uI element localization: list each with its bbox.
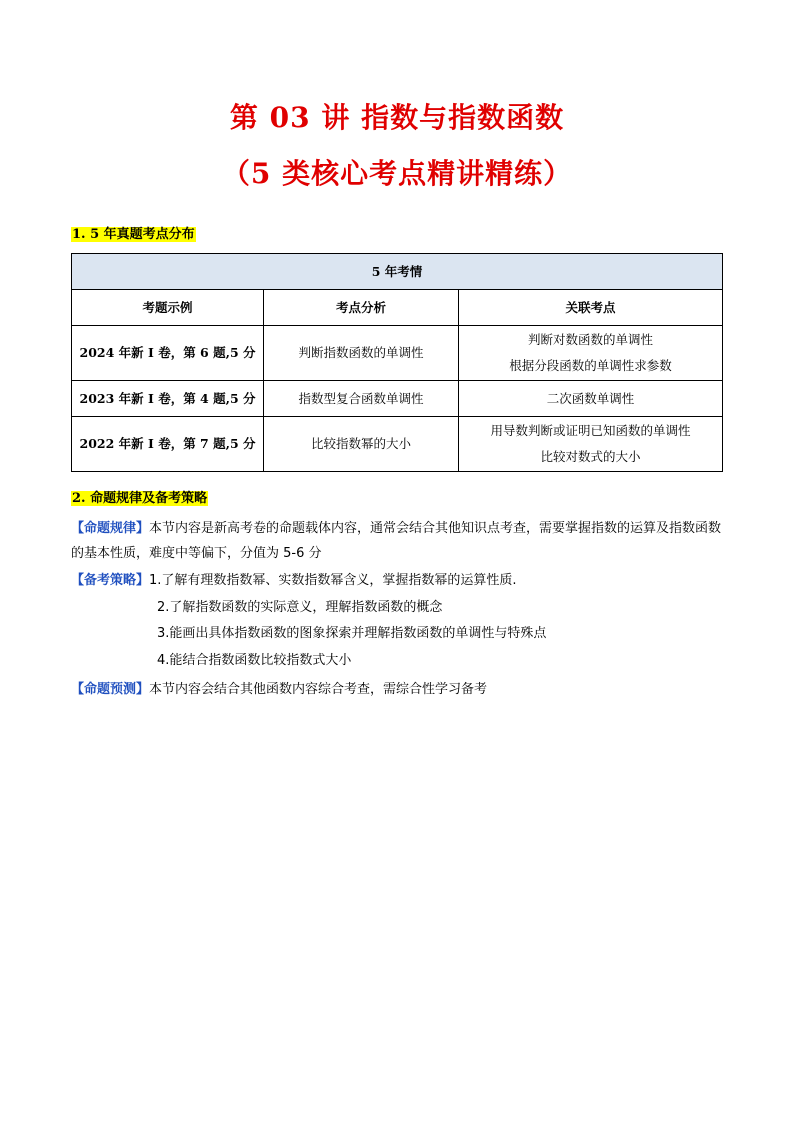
section-heading-text: 2. 命题规律及备考策略 [72,491,208,506]
forecast-text: 本节内容会结合其他函数内容综合考查，需综合性学习备考 [149,682,488,697]
related-point: 二次函数单调性 [546,390,635,406]
section-heading-distribution [71,226,196,244]
table-row [72,326,723,381]
strategy-item: 2.了解指数函数的实际意义，理解指数函数的概念 [157,600,443,615]
strategy-item: 4.能结合指数函数比较指数式大小 [157,653,352,668]
related-point: 根据分段函数的单调性求参数 [509,358,672,373]
cell-related [459,417,723,472]
column-header-example: 考题示例 [72,290,264,326]
table-caption-row [72,254,723,290]
related-point: 比较对数式的大小 [540,449,641,464]
related-point: 用导数判断或证明已知函数的单调性 [490,423,691,438]
cell-analysis: 指数型复合函数单调性 [264,381,459,417]
rule-text: 本节内容是新高考卷的命题载体内容，通常会结合其他知识点考查，需要掌握指数的运算及指数函数的基本性质，难度中等偏下，分值为 5-6 分 [71,521,722,561]
cell-analysis: 判断指数函数的单调性 [264,326,459,381]
rule-paragraph [71,516,726,566]
section-heading-strategy [71,490,208,508]
strategy-item: 1.了解有理数指数幂、实数指数幂含义，掌握指数幂的运算性质. [149,573,517,588]
table-caption: 5 年考情 [72,254,723,290]
forecast-paragraph [71,677,726,702]
rule-tag: 【命题规律】 [71,521,150,536]
cell-related [459,326,723,381]
table-header-row [72,290,723,326]
strategy-item: 3.能画出具体指数函数的图象探索并理解指数函数的单调性与特殊点 [157,626,547,641]
column-header-analysis: 考点分析 [264,290,459,326]
related-point: 判断对数函数的单调性 [528,332,654,347]
cell-analysis: 比较指数幂的大小 [264,417,459,472]
table-row [72,417,723,472]
strategy-tag: 【备考策略】 [71,573,150,588]
strategy-paragraph [71,568,726,593]
page-title: 第 03 讲 指数与指数函数 [229,101,565,134]
forecast-tag: 【命题预测】 [71,682,150,697]
table-row [72,381,723,417]
cell-related [459,381,723,417]
page-subtitle: （5 类核心考点精讲精练） [221,157,573,190]
cell-example: 2022 年新 I 卷，第 7 题,5 分 [72,417,264,472]
exam-distribution-table [71,253,723,472]
cell-example: 2023 年新 I 卷，第 4 题,5 分 [72,381,264,417]
section-heading-text: 1. 5 年真题考点分布 [72,227,195,242]
column-header-related: 关联考点 [459,290,723,326]
cell-example: 2024 年新 I 卷，第 6 题,5 分 [72,326,264,381]
